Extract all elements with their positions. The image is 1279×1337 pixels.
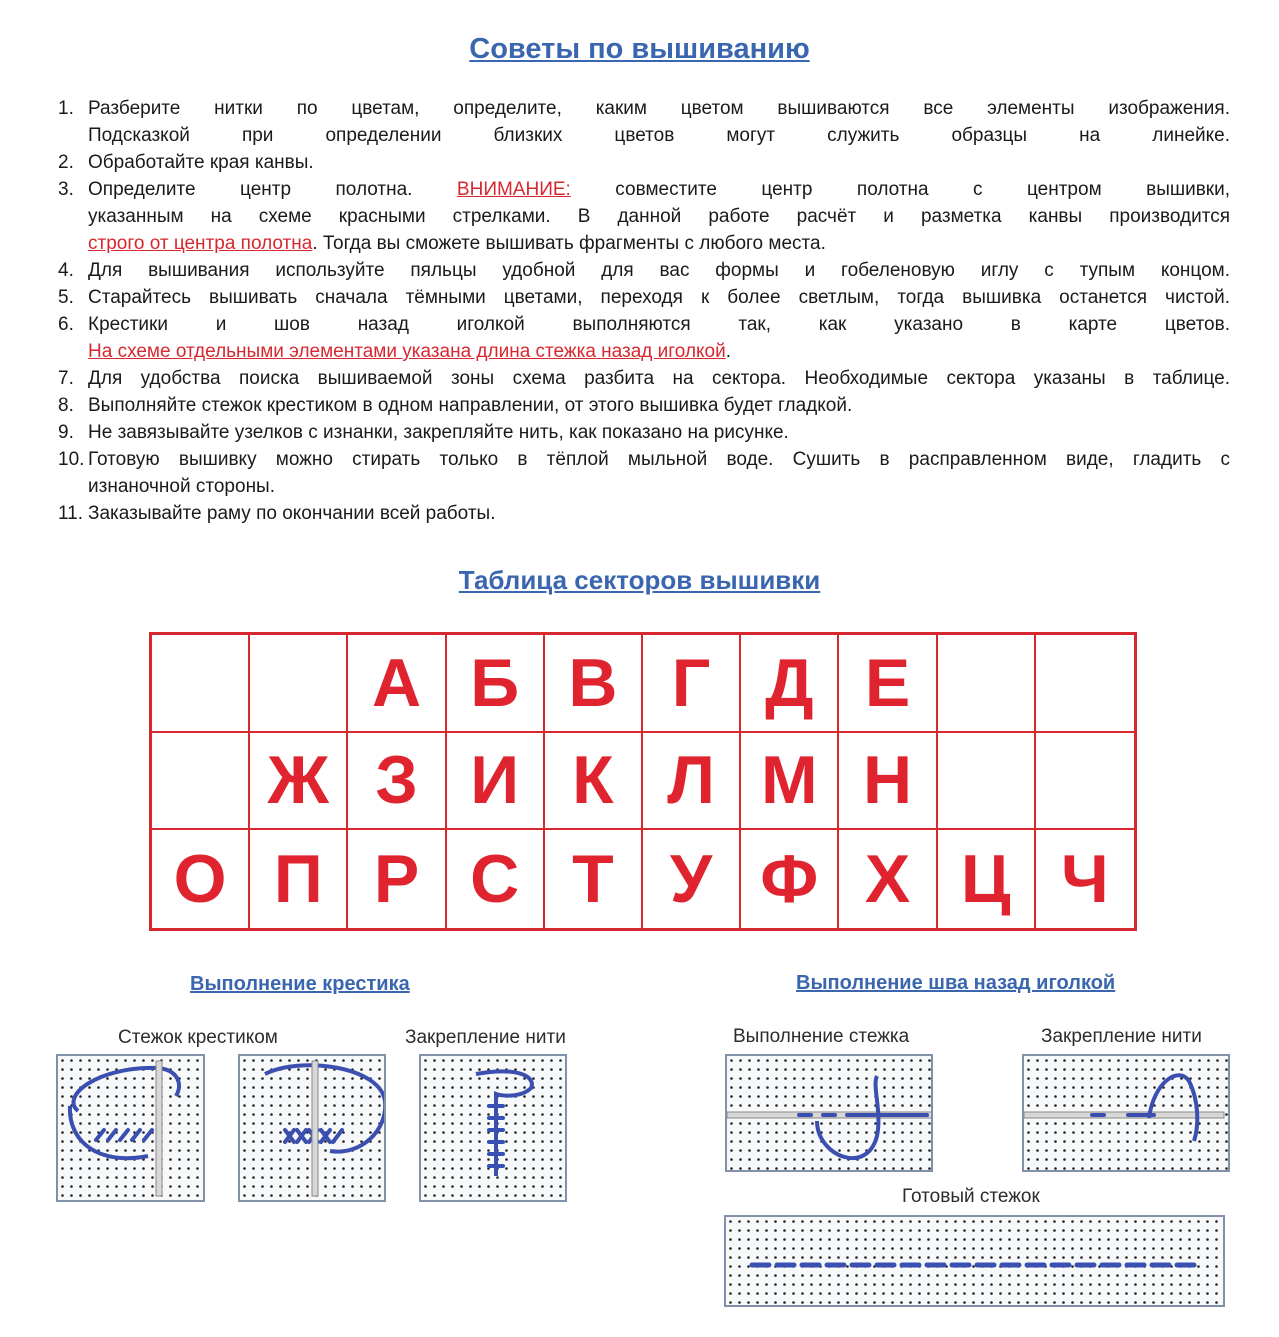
sector-cell: М (741, 733, 839, 831)
sector-cell: Х (839, 830, 937, 928)
sector-cell: Н (839, 733, 937, 831)
sector-table-title: Таблица секторов вышивки (458, 565, 821, 595)
backstitch-secure-label: Закрепление нити (1041, 1026, 1202, 1047)
tip-line (88, 230, 1230, 257)
tip-line (88, 338, 1230, 365)
finished-stitch-illustration (724, 1215, 1225, 1307)
backstitch-stitch-illustration (725, 1054, 933, 1172)
sector-cell: Е (839, 635, 937, 733)
sector-cell: Ц (938, 830, 1036, 928)
sector-cell: Л (643, 733, 741, 831)
backstitch-secure-illustration (1022, 1054, 1230, 1172)
tips-list (58, 95, 1230, 527)
tip-10 (58, 446, 1230, 500)
tip-number: 6. (58, 314, 74, 335)
tip-line: Разберите нитки по цветам, определите, каким цветом вышиваются все элементы изображения. (88, 98, 1230, 119)
sector-cell (152, 635, 250, 733)
tip-line: Старайтесь вышивать сначала тёмными цветами, переходя к более светлым, тогда вышивка останется чистой. (88, 287, 1230, 308)
backstitch-note: На схеме отдельными элементами указана длина стежка назад иголкой (88, 341, 726, 362)
tip-line: Выполняйте стежок крестиком в одном направлении, от этого вышивка будет гладкой. (88, 395, 853, 416)
sector-cell: Г (643, 635, 741, 733)
sector-table (149, 632, 1137, 931)
tip-line: Для вышивания используйте пяльцы удобной для вас формы и гобеленовую иглу с тупым концом. (88, 260, 1230, 281)
sector-cell: Ж (250, 733, 348, 831)
sector-cell: О (152, 830, 250, 928)
tip-number: 2. (58, 152, 74, 173)
sector-cell (938, 733, 1036, 831)
tip-text: совместите центр полотна с центром вышивки, (615, 179, 1231, 200)
tip-number: 5. (58, 287, 74, 308)
sector-cell: В (545, 635, 643, 733)
tip-line: Крестики и шов назад иголкой выполняются так, как указано в карте цветов. (88, 314, 1230, 335)
sector-cell: К (545, 733, 643, 831)
sector-cell: П (250, 830, 348, 928)
sector-cell: Ф (741, 830, 839, 928)
cross-stitch-illustration (56, 1054, 205, 1202)
tip-line: Заказывайте раму по окончании всей работы. (88, 503, 496, 524)
tip-number: 1. (58, 98, 74, 119)
sector-cell: А (348, 635, 446, 733)
cross-stitch-title: Выполнение крестика (190, 973, 410, 995)
sector-cell: Т (545, 830, 643, 928)
tip-number: 3. (58, 179, 74, 200)
tip-4 (58, 257, 1230, 284)
tip-3 (58, 176, 1230, 257)
tip-line: Подсказкой при определении близких цветов могут служить образцы на линейке. (88, 125, 1230, 146)
sector-cell: Р (348, 830, 446, 928)
tip-9 (58, 419, 1230, 446)
backstitch-stitch-label: Выполнение стежка (733, 1026, 910, 1047)
sector-cell: И (447, 733, 545, 831)
tip-line: Для удобства поиска вышиваемой зоны схема разбита на сектора. Необходимые сектора указаны в таблице. (88, 368, 1230, 389)
tip-line (88, 176, 1230, 203)
page-title: Советы по вышиванию (469, 33, 810, 65)
tip-text: . (725, 341, 732, 362)
tip-text: Определите центр полотна. (88, 179, 413, 200)
sector-cell: З (348, 733, 446, 831)
tip-7 (58, 365, 1230, 392)
tip-6 (58, 311, 1230, 365)
sector-cell (250, 635, 348, 733)
tip-1 (58, 95, 1230, 149)
tip-number: 8. (58, 395, 74, 416)
tip-text: . Тогда вы сможете вышивать фрагменты с любого места. (312, 233, 826, 254)
sector-cell: Д (741, 635, 839, 733)
tip-number: 7. (58, 368, 74, 389)
sector-cell: Ч (1061, 841, 1109, 918)
tip-number: 9. (58, 422, 74, 443)
sector-cell: У (643, 830, 741, 928)
backstitch-title: Выполнение шва назад иголкой (796, 972, 1116, 994)
tip-11 (58, 500, 1230, 527)
tip-line: изнаночной стороны. (88, 476, 275, 497)
cross-secure-label: Закрепление нити (405, 1027, 566, 1048)
tip-number: 4. (58, 260, 74, 281)
tip-8 (58, 392, 1230, 419)
center-note: строго от центра полотна (88, 233, 313, 254)
sector-cell: Б (447, 635, 545, 733)
finished-stitch-label: Готовый стежок (902, 1186, 1040, 1207)
sector-cell (152, 733, 250, 831)
tip-line: указанным на схеме красными стрелками. В данной работе расчёт и разметка канвы производится (88, 206, 1230, 227)
tip-line: Готовую вышивку можно стирать только в тёплой мыльной воде. Сушить в расправленном виде, гладить с (88, 449, 1230, 470)
sector-cell (1036, 733, 1134, 831)
cross-stitch-label: Стежок крестиком (118, 1027, 278, 1048)
tip-line: Обработайте края канвы. (88, 152, 314, 173)
tip-2 (58, 149, 1230, 176)
attention-label: ВНИМАНИЕ: (456, 179, 571, 200)
cross-stitch-step2-illustration (238, 1054, 386, 1202)
tip-line: Не завязывайте узелков с изнанки, закрепляйте нить, как показано на рисунке. (88, 422, 789, 443)
tip-5 (58, 284, 1230, 311)
tip-number: 11. (58, 503, 84, 524)
sector-cell: С (447, 830, 545, 928)
cross-secure-illustration (419, 1054, 567, 1202)
tip-number: 10. (58, 449, 85, 470)
sector-cell (938, 635, 1036, 733)
sector-cell (1036, 635, 1134, 733)
